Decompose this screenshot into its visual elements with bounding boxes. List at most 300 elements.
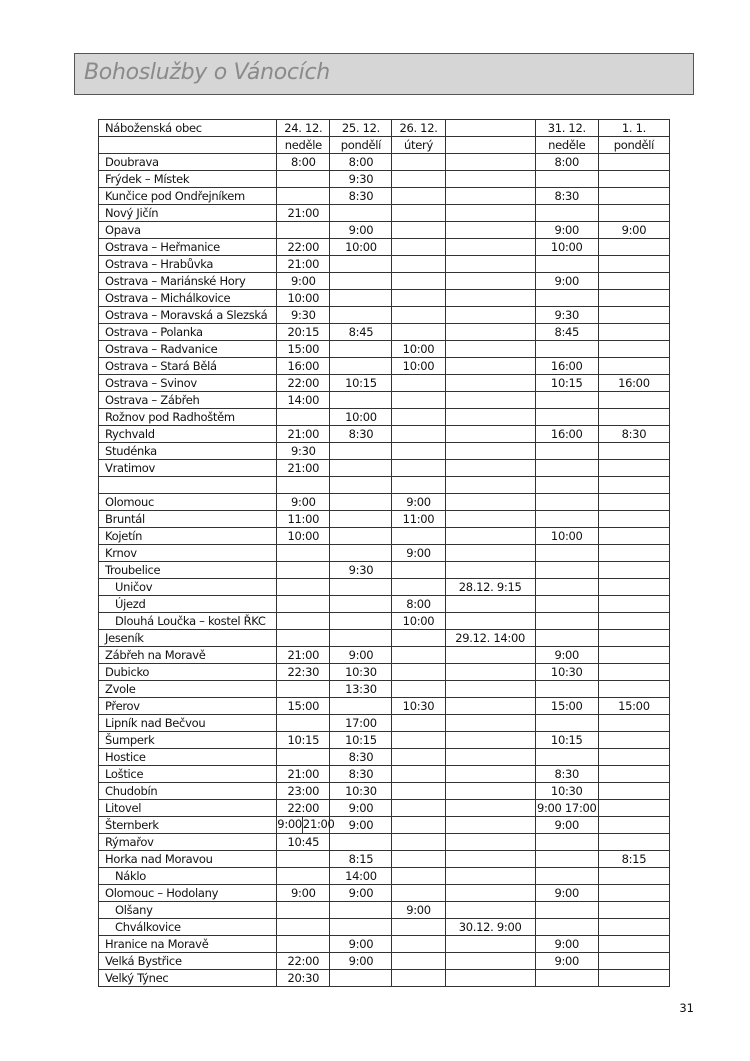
time-cell-dec-25: 10:00: [330, 409, 392, 426]
time-cell-dec-24: 22:00: [277, 800, 330, 817]
table-row: [99, 698, 670, 715]
table-row: [99, 392, 670, 409]
time-cell-dec-25: [330, 341, 392, 358]
parish-name-cell: Ostrava – Hrabůvka: [99, 256, 277, 273]
parish-name-cell: Olšany: [99, 902, 277, 919]
time-cell-dec-31: [535, 579, 598, 596]
time-cell-jan-1: [598, 239, 669, 256]
time-cell-dec-26: [392, 749, 445, 766]
time-cell-jan-1: [598, 324, 669, 341]
time-cell-dec-26: [392, 256, 445, 273]
time-cell-jan-1: [598, 460, 669, 477]
time-cell-dec-24: 15:00: [277, 698, 330, 715]
time-cell-dec-26: [392, 324, 445, 341]
time-cell-jan-1: [598, 970, 669, 987]
time-cell-dec-31: 10:15: [535, 375, 598, 392]
time-cell-dec-24: [277, 613, 330, 630]
time-cell-dec-26: 9:00: [392, 902, 445, 919]
parish-name-cell: Bruntál: [99, 511, 277, 528]
parish-name-cell: Krnov: [99, 545, 277, 562]
parish-name-cell: Náklo: [99, 868, 277, 885]
time-cell-other-date: [445, 443, 535, 460]
time-cell-other-date: [445, 222, 535, 239]
time-cell-dec-25: 9:00: [330, 800, 392, 817]
time-cell-dec-24: [277, 596, 330, 613]
time-cell-dec-25: 9:00: [330, 647, 392, 664]
header-row: [99, 137, 670, 154]
time-cell-other-date: [445, 494, 535, 511]
header-cell-jan-1: pondělí: [598, 137, 669, 154]
time-cell-dec-24: 22:00: [277, 375, 330, 392]
time-cell-dec-24: [277, 919, 330, 936]
time-cell-dec-25: [330, 511, 392, 528]
split-time-cell: [277, 817, 335, 833]
time-cell-dec-24: 10:45: [277, 834, 330, 851]
time-cell-dec-25: [330, 256, 392, 273]
header-cell-dec-31: 31. 12.: [535, 120, 598, 137]
time-cell-dec-26: [392, 936, 445, 953]
time-cell-dec-25: [330, 477, 392, 494]
header-cell-parish-name: [99, 137, 277, 154]
time-cell-dec-26: [392, 188, 445, 205]
parish-name-cell: Přerov: [99, 698, 277, 715]
time-cell-dec-25: [330, 579, 392, 596]
time-cell-other-date: [445, 290, 535, 307]
time-cell-dec-31: [535, 851, 598, 868]
time-cell-dec-26: [392, 562, 445, 579]
table-row: [99, 664, 670, 681]
time-cell-dec-31: [535, 341, 598, 358]
time-cell-dec-25: 9:00: [330, 885, 392, 902]
parish-name-cell: Nový Jičín: [99, 205, 277, 222]
time-cell-other-date: [445, 341, 535, 358]
time-cell-dec-25: 10:15: [330, 375, 392, 392]
table-row: [99, 681, 670, 698]
time-cell-jan-1: [598, 630, 669, 647]
time-cell-dec-31: [535, 256, 598, 273]
table-row: [99, 307, 670, 324]
time-cell-dec-25: 8:15: [330, 851, 392, 868]
time-cell-other-date: [445, 324, 535, 341]
time-cell-dec-24: 10:00: [277, 528, 330, 545]
time-cell-dec-24: 14:00: [277, 392, 330, 409]
time-cell-jan-1: [598, 188, 669, 205]
time-cell-other-date: [445, 205, 535, 222]
time-cell-other-date: [445, 749, 535, 766]
time-cell-dec-25: 9:00: [330, 936, 392, 953]
time-cell-dec-26: [392, 154, 445, 171]
table-row: [99, 902, 670, 919]
table-row: [99, 256, 670, 273]
time-cell-dec-31: 9:00: [535, 222, 598, 239]
time-cell-other-date: 29.12. 14:00: [445, 630, 535, 647]
parish-name-cell: Jeseník: [99, 630, 277, 647]
time-cell-jan-1: [598, 528, 669, 545]
time-cell-other-date: [445, 171, 535, 188]
time-cell-dec-24: 9:30: [277, 307, 330, 324]
time-cell-dec-24: 10:15: [277, 732, 330, 749]
title-banner: [74, 53, 694, 95]
time-cell-other-date: [445, 239, 535, 256]
parish-name-cell: Dubicko: [99, 664, 277, 681]
header-cell-dec-24: 24. 12.: [277, 120, 330, 137]
table-row: [99, 817, 670, 834]
time-cell-dec-26: 10:00: [392, 341, 445, 358]
time-cell-jan-1: [598, 868, 669, 885]
time-cell-other-date: [445, 154, 535, 171]
time-cell-dec-26: [392, 222, 445, 239]
table-row: [99, 341, 670, 358]
table-row: [99, 545, 670, 562]
parish-name-cell: Troubelice: [99, 562, 277, 579]
time-cell-dec-31: 10:15: [535, 732, 598, 749]
table-row: [99, 715, 670, 732]
time-cell-dec-26: [392, 834, 445, 851]
time-cell-jan-1: [598, 511, 669, 528]
time-cell-dec-24: 16:00: [277, 358, 330, 375]
time-cell-jan-1: [598, 885, 669, 902]
time-cell-dec-25: [330, 392, 392, 409]
time-cell-dec-24: 20:30: [277, 970, 330, 987]
time-cell-dec-25: 9:30: [330, 562, 392, 579]
table-row: [99, 783, 670, 800]
table-row: [99, 154, 670, 171]
table-row: [99, 426, 670, 443]
time-cell-dec-26: [392, 732, 445, 749]
time-cell-dec-25: 17:00: [330, 715, 392, 732]
time-cell-dec-26: [392, 273, 445, 290]
time-cell-dec-31: [535, 715, 598, 732]
time-cell-dec-25: 8:30: [330, 766, 392, 783]
time-cell-other-date: [445, 596, 535, 613]
time-cell-other-date: [445, 817, 535, 834]
time-cell-dec-26: [392, 205, 445, 222]
parish-name-cell: Ostrava – Moravská a Slezská: [99, 307, 277, 324]
time-cell-dec-25: 8:45: [330, 324, 392, 341]
time-cell-dec-26: [392, 970, 445, 987]
time-cell-jan-1: [598, 613, 669, 630]
time-cell-dec-25: 8:30: [330, 749, 392, 766]
time-cell-dec-26: 10:00: [392, 358, 445, 375]
table-row: [99, 239, 670, 256]
time-cell-dec-26: [392, 171, 445, 188]
time-cell-jan-1: 8:30: [598, 426, 669, 443]
time-cell-dec-31: [535, 392, 598, 409]
table-row: [99, 562, 670, 579]
time-cell-jan-1: [598, 477, 669, 494]
time-cell-dec-26: 11:00: [392, 511, 445, 528]
time-cell-dec-24: 21:00: [277, 647, 330, 664]
time-cell-dec-31: [535, 868, 598, 885]
time-cell-dec-31: 8:45: [535, 324, 598, 341]
time-cell-other-date: [445, 698, 535, 715]
time-cell-dec-26: [392, 919, 445, 936]
time-cell-dec-26: [392, 953, 445, 970]
time-cell-dec-25: [330, 834, 392, 851]
time-value: [446, 800, 535, 816]
parish-name-cell: Doubrava: [99, 154, 277, 171]
time-cell-dec-26: [392, 766, 445, 783]
parish-name-cell: Frýdek – Místek: [99, 171, 277, 188]
header-cell-dec-25: 25. 12.: [330, 120, 392, 137]
table-row: [99, 273, 670, 290]
time-cell-jan-1: [598, 596, 669, 613]
time-cell-dec-31: [535, 477, 598, 494]
parish-name-cell: Velký Týnec: [99, 970, 277, 987]
time-cell-other-date: [445, 970, 535, 987]
time-cell-dec-26: [392, 392, 445, 409]
header-cell-dec-25: pondělí: [330, 137, 392, 154]
time-cell-dec-24: 22:30: [277, 664, 330, 681]
header-cell-other-date: [445, 120, 535, 137]
parish-name-cell: Loštice: [99, 766, 277, 783]
time-cell-jan-1: [598, 681, 669, 698]
time-cell-dec-31: 9:00: [535, 273, 598, 290]
time-cell-dec-26: [392, 800, 445, 817]
time-cell-dec-24: 21:00: [277, 256, 330, 273]
parish-name-cell: [99, 477, 277, 494]
time-cell-dec-25: [330, 613, 392, 630]
time-cell-dec-31: 16:00: [535, 426, 598, 443]
time-cell-dec-25: [330, 698, 392, 715]
time-cell-dec-25: [330, 307, 392, 324]
time-cell-dec-24: [277, 171, 330, 188]
parish-name-cell: Chválkovice: [99, 919, 277, 936]
time-cell-dec-26: [392, 443, 445, 460]
parish-name-cell: Vratimov: [99, 460, 277, 477]
time-cell-dec-25: [330, 273, 392, 290]
table-row: [99, 630, 670, 647]
time-cell-dec-24: [277, 222, 330, 239]
time-cell-dec-31: 8:30: [535, 766, 598, 783]
time-cell-dec-31: [535, 511, 598, 528]
time-cell-other-date: [445, 868, 535, 885]
time-cell-dec-26: 10:30: [392, 698, 445, 715]
parish-name-cell: Šternberk: [99, 817, 277, 834]
time-cell-other-date: [445, 375, 535, 392]
table-row: [99, 766, 670, 783]
time-cell-dec-31: 9:00: [535, 936, 598, 953]
table-row: [99, 885, 670, 902]
time-cell-jan-1: [598, 715, 669, 732]
time-value: 9:00: [277, 817, 302, 831]
parish-name-cell: Horka nad Moravou: [99, 851, 277, 868]
time-cell-dec-24: 15:00: [277, 341, 330, 358]
time-cell-dec-24: 21:00: [277, 766, 330, 783]
table-row: [99, 953, 670, 970]
time-cell-dec-25: [330, 919, 392, 936]
time-cell-jan-1: [598, 936, 669, 953]
time-cell-dec-24: 8:00: [277, 154, 330, 171]
split-time-cell: [446, 800, 535, 816]
time-cell-other-date: [445, 358, 535, 375]
time-cell-jan-1: [598, 834, 669, 851]
table-row: [99, 205, 670, 222]
time-cell-other-date: [445, 511, 535, 528]
parish-name-cell: Hostice: [99, 749, 277, 766]
time-cell-jan-1: [598, 919, 669, 936]
table-row: [99, 409, 670, 426]
time-cell-dec-31: [535, 630, 598, 647]
time-cell-other-date: [445, 851, 535, 868]
parish-name-cell: Rožnov pod Radhoštěm: [99, 409, 277, 426]
time-cell-dec-24: [277, 715, 330, 732]
time-cell-jan-1: 9:00: [598, 222, 669, 239]
time-cell-dec-25: [330, 290, 392, 307]
time-cell-dec-26: [392, 528, 445, 545]
time-cell-jan-1: [598, 409, 669, 426]
table-row: [99, 511, 670, 528]
parish-name-cell: Chudobín: [99, 783, 277, 800]
time-cell-dec-24: 21:00: [277, 426, 330, 443]
time-cell-dec-24: [277, 477, 330, 494]
time-cell-other-date: [445, 800, 535, 817]
time-cell-dec-24: 9:30: [277, 443, 330, 460]
time-cell-dec-31: [535, 562, 598, 579]
table-row: [99, 936, 670, 953]
time-cell-dec-25: [330, 596, 392, 613]
time-cell-other-date: [445, 426, 535, 443]
time-cell-dec-31: [535, 919, 598, 936]
time-cell-dec-31: [535, 171, 598, 188]
time-cell-dec-31: [535, 409, 598, 426]
time-cell-dec-31: 9:00: [535, 647, 598, 664]
table-row: [99, 749, 670, 766]
time-cell-dec-31: 9:30: [535, 307, 598, 324]
time-cell-jan-1: [598, 817, 669, 834]
time-cell-dec-24: 9:00: [277, 885, 330, 902]
time-cell-dec-24: [277, 409, 330, 426]
time-cell-other-date: [445, 460, 535, 477]
parish-name-cell: Rýmařov: [99, 834, 277, 851]
time-cell-other-date: [445, 188, 535, 205]
time-cell-other-date: [445, 477, 535, 494]
time-cell-jan-1: [598, 749, 669, 766]
time-cell-jan-1: [598, 392, 669, 409]
table-row: [99, 851, 670, 868]
time-cell-dec-26: [392, 426, 445, 443]
time-cell-jan-1: [598, 205, 669, 222]
time-cell-dec-26: 8:00: [392, 596, 445, 613]
time-cell-dec-26: [392, 868, 445, 885]
parish-name-cell: Rychvald: [99, 426, 277, 443]
table-row: [99, 358, 670, 375]
parish-name-cell: Ostrava – Zábřeh: [99, 392, 277, 409]
table-row: [99, 290, 670, 307]
table-row: [99, 494, 670, 511]
parish-name-cell: Olomouc – Hodolany: [99, 885, 277, 902]
table-row: [99, 647, 670, 664]
parish-name-cell: Velká Bystřice: [99, 953, 277, 970]
time-cell-jan-1: [598, 171, 669, 188]
time-cell-dec-26: [392, 409, 445, 426]
time-cell-dec-31: [535, 749, 598, 766]
time-cell-dec-25: 13:30: [330, 681, 392, 698]
time-cell-other-date: [445, 902, 535, 919]
header-row: [99, 120, 670, 137]
table-row: [99, 868, 670, 885]
parish-name-cell: Dlouhá Loučka – kostel ŘKC: [99, 613, 277, 630]
table-row: [99, 579, 670, 596]
parish-name-cell: Lipník nad Bečvou: [99, 715, 277, 732]
time-cell-other-date: [445, 307, 535, 324]
time-cell-other-date: [445, 392, 535, 409]
time-cell-dec-31: [535, 902, 598, 919]
time-cell-jan-1: [598, 494, 669, 511]
time-cell-dec-26: 9:00: [392, 494, 445, 511]
time-cell-jan-1: [598, 953, 669, 970]
time-cell-dec-26: 10:00: [392, 613, 445, 630]
time-cell-other-date: [445, 647, 535, 664]
time-cell-other-date: [445, 885, 535, 902]
time-cell-dec-24: [277, 630, 330, 647]
time-cell-jan-1: [598, 783, 669, 800]
time-cell-other-date: [445, 562, 535, 579]
page-number: 31: [679, 1001, 694, 1015]
parish-name-cell: Újezd: [99, 596, 277, 613]
time-cell-dec-31: [535, 681, 598, 698]
page-title: Bohoslužby o Vánocích: [84, 60, 330, 85]
time-cell-dec-31: 8:00: [535, 154, 598, 171]
time-cell-other-date: [445, 953, 535, 970]
time-cell-jan-1: [598, 579, 669, 596]
table-row: [99, 800, 670, 817]
table-row: [99, 613, 670, 630]
parish-name-cell: Ostrava – Heřmanice: [99, 239, 277, 256]
time-cell-dec-24: [277, 868, 330, 885]
time-cell-dec-26: [392, 290, 445, 307]
time-cell-dec-25: [330, 494, 392, 511]
time-cell-dec-24: [277, 749, 330, 766]
time-cell-dec-25: [330, 443, 392, 460]
time-cell-dec-24: 11:00: [277, 511, 330, 528]
time-cell-dec-26: [392, 477, 445, 494]
time-cell-dec-24: 21:00: [277, 460, 330, 477]
time-cell-dec-26: [392, 681, 445, 698]
time-cell-jan-1: [598, 154, 669, 171]
time-cell-other-date: [445, 936, 535, 953]
time-cell-dec-31: 8:30: [535, 188, 598, 205]
time-cell-dec-25: 8:30: [330, 426, 392, 443]
time-cell-dec-31: [535, 443, 598, 460]
time-cell-dec-25: 10:30: [330, 664, 392, 681]
time-cell-dec-24: [277, 188, 330, 205]
time-cell-jan-1: [598, 562, 669, 579]
time-cell-dec-25: 14:00: [330, 868, 392, 885]
table-row: [99, 171, 670, 188]
time-cell-dec-24: [277, 851, 330, 868]
time-cell-dec-31: 9:00: [535, 885, 598, 902]
time-cell-dec-31: [535, 596, 598, 613]
time-cell-dec-26: [392, 375, 445, 392]
time-cell-dec-26: [392, 579, 445, 596]
time-cell-dec-26: [392, 783, 445, 800]
time-cell-other-date: [445, 409, 535, 426]
table-row: [99, 834, 670, 851]
time-cell-dec-25: 10:15: [330, 732, 392, 749]
table-row: [99, 375, 670, 392]
table-row: [99, 460, 670, 477]
parish-name-cell: Ostrava – Michálkovice: [99, 290, 277, 307]
time-cell-dec-25: [330, 902, 392, 919]
time-cell-dec-24: [277, 936, 330, 953]
table-row: [99, 528, 670, 545]
header-cell-dec-31: neděle: [535, 137, 598, 154]
table-row: [99, 596, 670, 613]
header-cell-dec-26: úterý: [392, 137, 445, 154]
parish-name-cell: Ostrava – Radvanice: [99, 341, 277, 358]
time-cell-dec-26: [392, 817, 445, 834]
